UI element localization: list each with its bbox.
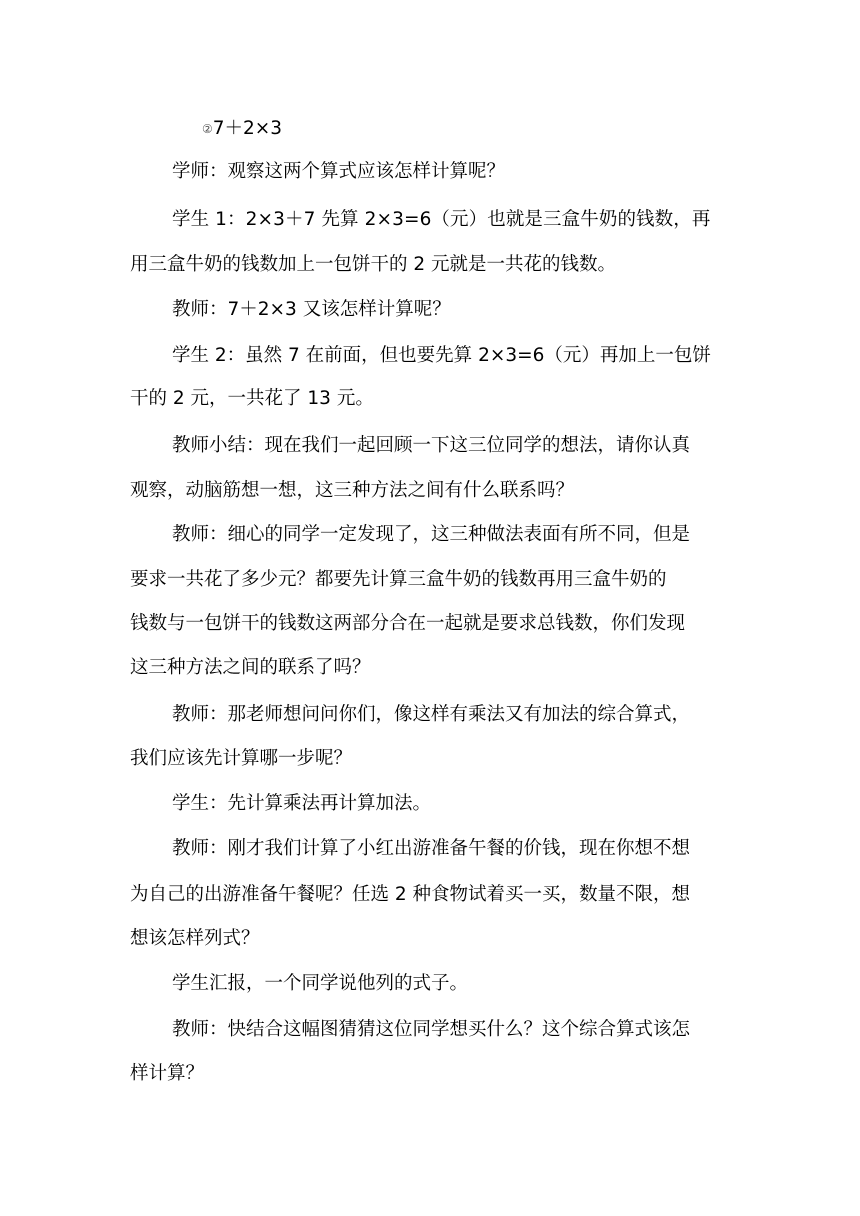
paragraph-line: 教师小结：现在我们一起回顾一下这三位同学的想法，请你认真 xyxy=(172,435,691,456)
paragraph-line: 教师：刚才我们计算了小红出游准备午餐的价钱，现在你想不想 xyxy=(172,838,691,859)
paragraph-line: 要求一共花了多少元？都要先计算三盒牛奶的钱数再用三盒牛奶的 xyxy=(130,569,667,590)
paragraph-line: 学生汇报，一个同学说他列的式子。 xyxy=(172,973,469,994)
paragraph-line: 观察，动脑筋想一想，这三种方法之间有什么联系吗？ xyxy=(130,480,575,501)
paragraph-line: 教师：细心的同学一定发现了，这三种做法表面有所不同，但是 xyxy=(172,524,691,545)
paragraph-line: 想该怎样列式？ xyxy=(130,928,260,949)
paragraph-line: 干的 2 元，一共花了 13 元。 xyxy=(130,388,374,409)
paragraph-line: 教师：快结合这幅图猜猜这位同学想买什么？这个综合算式该怎 xyxy=(172,1019,691,1040)
paragraph-line: 为自己的出游准备午餐呢？任选 2 种食物试着买一买，数量不限，想 xyxy=(130,884,691,905)
paragraph-line: 学生：先计算乘法再计算加法。 xyxy=(172,793,432,814)
paragraph-line: 学生 1：2×3＋7 先算 2×3=6（元）也就是三盒牛奶的钱数，再 xyxy=(172,209,711,230)
paragraph-line: 我们应该先计算哪一步呢？ xyxy=(130,748,353,769)
formula-text: 7＋2×3 xyxy=(212,118,283,139)
paragraph-line: 钱数与一包饼干的钱数这两部分合在一起就是要求总钱数，你们发现 xyxy=(130,613,686,634)
paragraph-line: 用三盒牛奶的钱数加上一包饼干的 2 元就是一共花的钱数。 xyxy=(130,254,617,275)
paragraph-line: 教师：7＋2×3 又该怎样计算呢？ xyxy=(172,299,451,320)
paragraph-line: 教师：那老师想问问你们，像这样有乘法又有加法的综合算式， xyxy=(172,704,691,725)
formula-line xyxy=(202,116,502,142)
paragraph-line: 样计算？ xyxy=(130,1063,205,1084)
circled-number-marker: ② xyxy=(202,122,213,136)
paragraph-line: 学生 2：虽然 7 在前面，但也要先算 2×3=6（元）再加上一包饼 xyxy=(172,345,711,366)
paragraph-line: 这三种方法之间的联系了吗？ xyxy=(130,657,371,678)
paragraph-line: 学师：观察这两个算式应该怎样计算呢？ xyxy=(172,161,506,182)
